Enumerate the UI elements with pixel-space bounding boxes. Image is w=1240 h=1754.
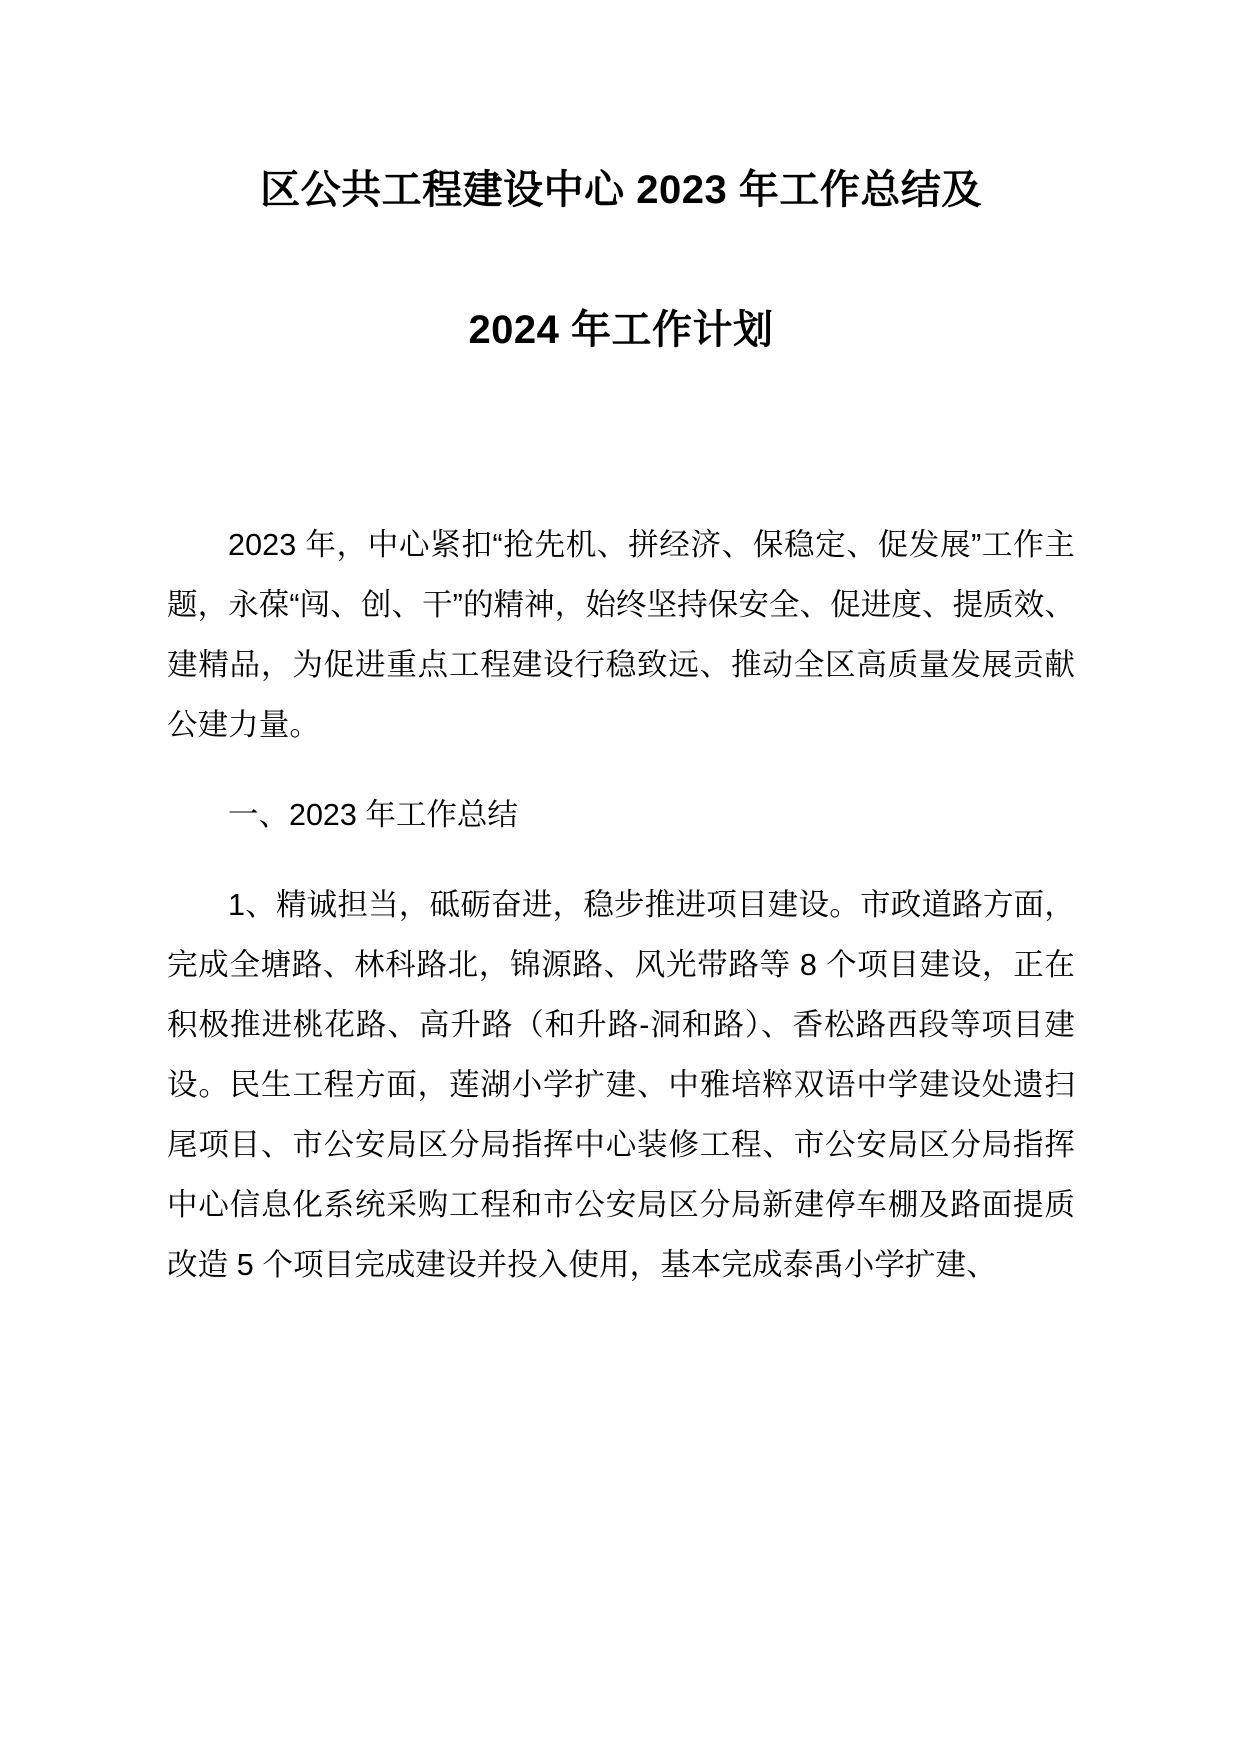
- intro-paragraph: 2023 年，中心紧扣“抢先机、拼经济、保稳定、促发展”工作主题，永葆“闯、创、干”的精神，始终坚持保安全、促进度、提质效、建精品，为促进重点工程建设行稳致远、推动全区高质量发展贡献公建力量。: [167, 528, 1075, 742]
- document-content: [167, 0, 1075, 1295]
- section-heading-1: 一、2023 年工作总结: [228, 798, 518, 832]
- document-title-line-2: 2024 年工作计划: [468, 308, 774, 352]
- item-1-paragraph: 1、精诚担当，砥砺奋进，稳步推进项目建设。市政道路方面，完成全塘路、林科路北，锦源路、风光带路等 8 个项目建设，正在积极推进桃花路、高升路（和升路-洞和路）、香松路西段等项目建设。民生工程方面，莲湖小学扩建、中雅培粹双语中学建设处遗扫尾项目、市公安局区分局指挥中心装修工程、市公安局区分局指挥中心信息化系统采购工程和市公安局区分局新建停车棚及路面提质改造 5 个项目完成建设并投入使用，基本完成泰禹小学扩建、: [167, 888, 1075, 1282]
- document-title-line-1: 区公共工程建设中心 2023 年工作总结及: [260, 168, 982, 212]
